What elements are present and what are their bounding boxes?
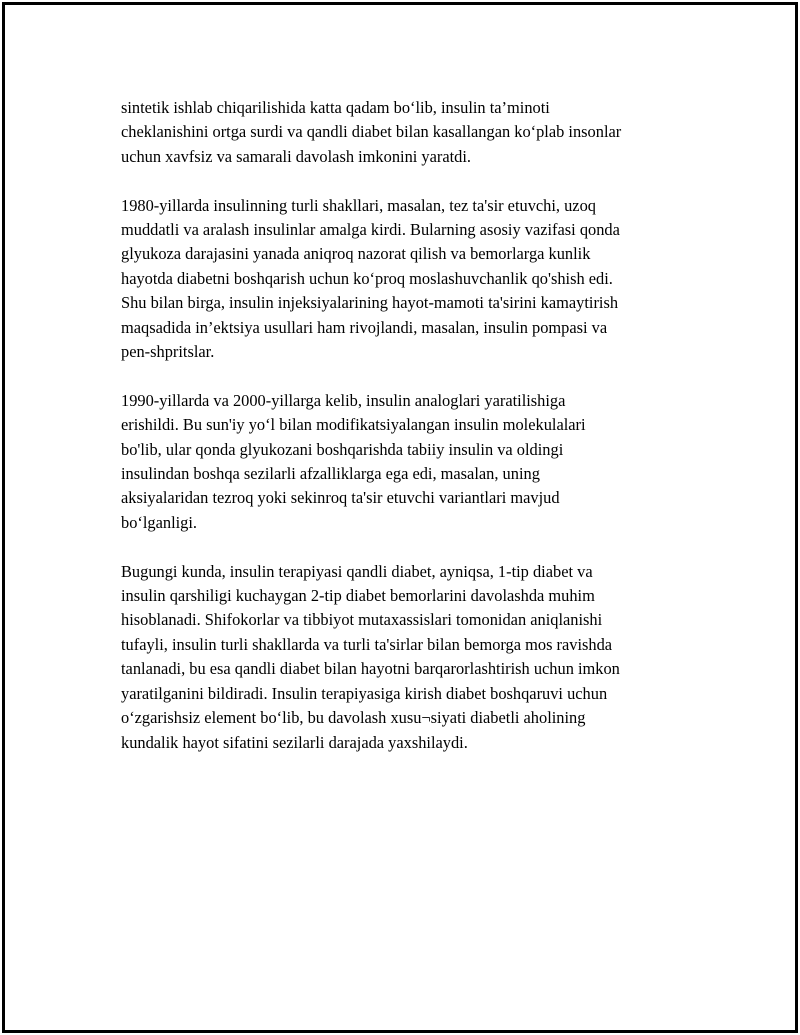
text-line: hisoblanadi. Shifokorlar va tibbiyot mutaxassislari tomonidan aniqlanishi	[121, 610, 603, 630]
text-line: bo‘lganligi.	[121, 512, 198, 532]
text-line: kundalik hayot sifatini sezilarli darajada yaxshilaydi.	[121, 732, 468, 752]
text-line: erishildi. Bu sun'iy yo‘l bilan modifikatsiyalangan insulin molekulalari	[121, 415, 586, 435]
document-body	[121, 96, 701, 779]
text-line: Shu bilan birga, insulin injeksiyalarining hayot-mamoti ta'sirini kamaytirish	[121, 293, 619, 313]
text-line: tufayli, insulin turli shakllarda va turli ta'sirlar bilan bemorga mos ravishda	[121, 634, 613, 654]
text-line: maqsadida in’ektsiya usullari ham rivojlandi, masalan, insulin pompasi va	[121, 317, 608, 337]
text-line: o‘zgarishsiz element bo‘lib, bu davolash xusu¬siyati diabetli aholining	[121, 708, 586, 728]
text-line: insulin qarshiligi kuchaygan 2-tip diabet bemorlarini davolashda muhim	[121, 586, 595, 606]
paragraph-3	[121, 389, 701, 535]
text-line: 1990-yillarda va 2000-yillarga kelib, insulin analoglari yaratilishiga	[121, 390, 566, 410]
text-line: glyukoza darajasini yanada aniqroq nazorat qilish va bemorlarga kunlik	[121, 244, 591, 264]
text-line: 1980-yillarda insulinning turli shakllari, masalan, tez ta'sir etuvchi, uzoq	[121, 195, 596, 215]
text-line: pen-shpritslar.	[121, 342, 215, 362]
text-line: uchun xavfsiz va samarali davolash imkonini yaratdi.	[121, 146, 472, 166]
text-line: sintetik ishlab chiqarilishida katta qadam bo‘lib, insulin ta’minoti	[121, 98, 550, 117]
text-line: muddatli va aralash insulinlar amalga kirdi. Bularning asosiy vazifasi qonda	[121, 220, 620, 240]
text-line: insulindan boshqa sezilarli afzalliklarga ega edi, masalan, uning	[121, 464, 540, 484]
text-line: bo'lib, ular qonda glyukozani boshqarishda tabiiy insulin va oldingi	[121, 439, 564, 459]
text-line: cheklanishini ortga surdi va qandli diabet bilan kasallangan ko‘plab insonlar	[121, 122, 622, 142]
text-line: hayotda diabetni boshqarish uchun ko‘proq moslashuvchanlik qo'shish edi.	[121, 268, 613, 288]
text-line: tanlanadi, bu esa qandli diabet bilan hayotni barqarorlashtirish uchun imkon	[121, 659, 620, 679]
text-line: aksiyalaridan tezroq yoki sekinroq ta'sir etuvchi variantlari mavjud	[121, 488, 560, 508]
paragraph-2	[121, 194, 701, 365]
text-line: yaratilganini bildiradi. Insulin terapiyasiga kirish diabet boshqaruvi uchun	[121, 683, 608, 703]
text-line: Bugungi kunda, insulin terapiyasi qandli diabet, ayniqsa, 1-tip diabet va	[121, 561, 593, 581]
page-frame	[2, 2, 798, 1033]
paragraph-1	[121, 96, 701, 169]
paragraph-4	[121, 560, 701, 755]
